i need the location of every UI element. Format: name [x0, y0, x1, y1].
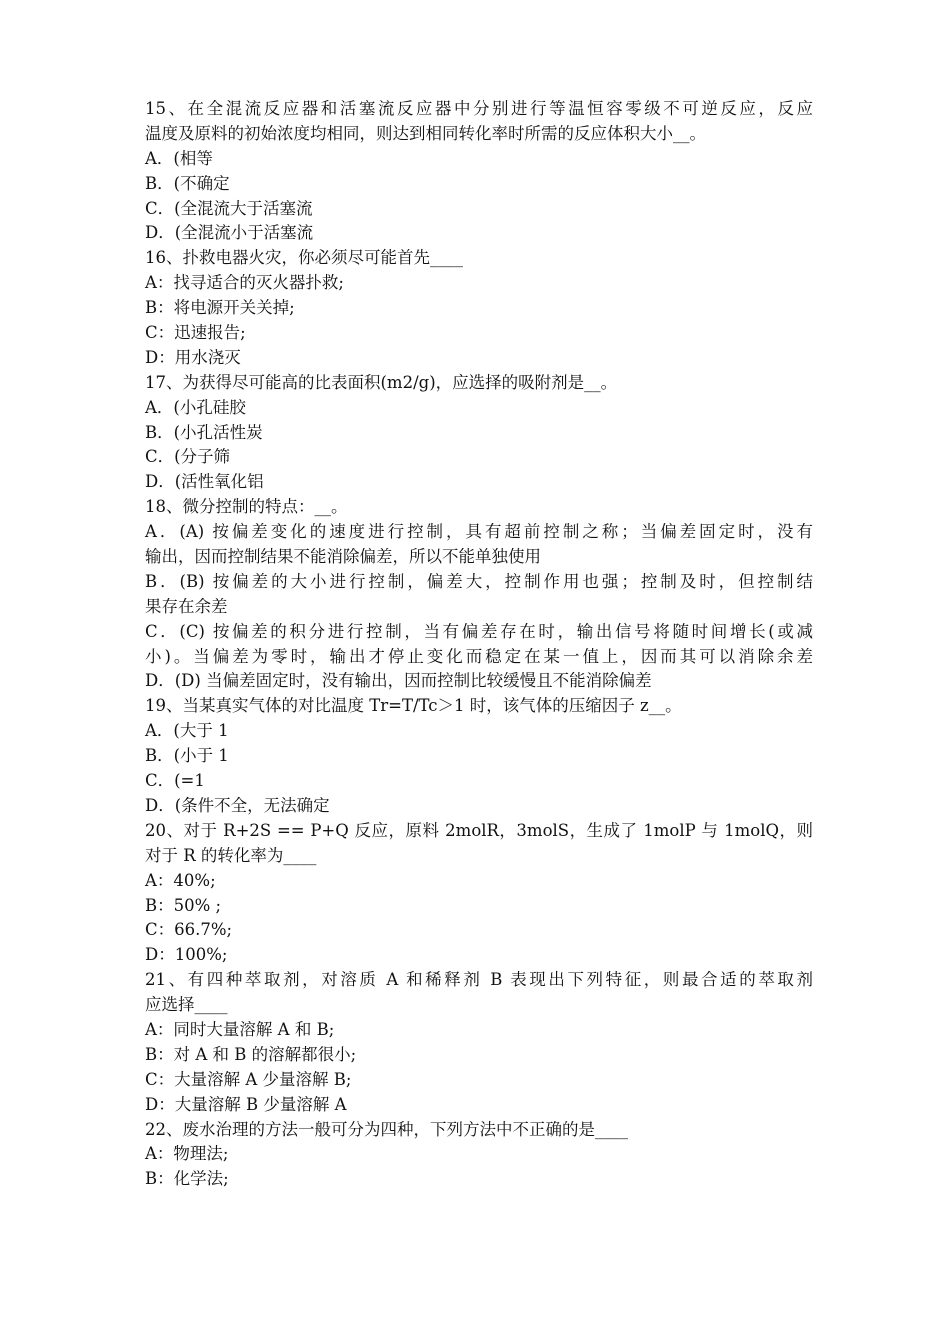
q19-option-a: A．(大于 1 — [145, 721, 229, 741]
q18-option-a-line-1: A．(A) 按偏差变化的速度进行控制，具有超前控制之称；当偏差固定时，没有 — [145, 522, 813, 542]
q17-option-b: B．(小孔活性炭 — [145, 422, 263, 442]
q17-option-d: D．(活性氧化铝 — [145, 472, 264, 492]
q20-stem-line-1: 20、对于 R+2S == P+Q 反应，原料 2molR，3molS，生成了 1molP 与 1molQ，则 — [145, 820, 813, 840]
q21-stem-line-2: 应选择____ — [145, 995, 228, 1015]
q18-option-b-line-1: B．(B) 按偏差的大小进行控制，偏差大，控制作用也强；控制及时，但控制结 — [145, 571, 813, 591]
q20-option-b: B：50% ; — [145, 895, 222, 915]
q16-option-a: A：找寻适合的灭火器扑救; — [145, 273, 344, 293]
q16-stem: 16、扑救电器火灾，你必须尽可能首先____ — [145, 248, 463, 268]
q18-stem: 18、微分控制的特点：__。 — [145, 497, 348, 517]
q16-option-d: D：用水浇灭 — [145, 347, 241, 367]
q21-option-b: B：对 A 和 B 的溶解都很小; — [145, 1044, 357, 1064]
q19-option-b: B．(小于 1 — [145, 746, 229, 766]
q20-stem-line-2: 对于 R 的转化率为____ — [145, 845, 317, 865]
q19-option-d: D．(条件不全，无法确定 — [145, 795, 330, 815]
document-page — [145, 97, 813, 1192]
q18-option-c-line-2: 小)。当偏差为零时，输出才停止变化而稳定在某一值上，因而其可以消除余差 — [145, 646, 813, 666]
q16-option-c: C：迅速报告; — [145, 323, 246, 343]
q18-option-a-line-2: 输出，因而控制结果不能消除偏差，所以不能单独使用 — [145, 547, 541, 567]
q22-option-a: A：物理法; — [145, 1144, 229, 1164]
q16-option-b: B：将电源开关关掉; — [145, 298, 295, 318]
q17-option-a: A．(小孔硅胶 — [145, 397, 246, 417]
q20-option-d: D：100%; — [145, 945, 228, 965]
q22-stem: 22、废水治理的方法一般可分为四种，下列方法中不正确的是____ — [145, 1119, 628, 1139]
q19-option-c: C．(=1 — [145, 771, 205, 791]
q15-option-a: A．(相等 — [145, 148, 213, 168]
q17-option-c: C．(分子筛 — [145, 447, 231, 467]
q20-option-c: C：66.7%; — [145, 920, 233, 940]
q21-option-a: A：同时大量溶解 A 和 B; — [145, 1019, 335, 1039]
q21-option-c: C：大量溶解 A 少量溶解 B; — [145, 1069, 352, 1089]
q15-option-b: B．(不确定 — [145, 173, 230, 193]
q17-stem: 17、为获得尽可能高的比表面积(m2/g)，应选择的吸附剂是__。 — [145, 372, 618, 392]
q15-stem-line-2: 温度及原料的初始浓度均相同，则达到相同转化率时所需的反应体积大小__。 — [145, 123, 706, 143]
q21-option-d: D：大量溶解 B 少量溶解 A — [145, 1094, 347, 1114]
q22-option-b: B：化学法; — [145, 1169, 229, 1189]
q18-option-c-line-1: C．(C) 按偏差的积分进行控制，当有偏差存在时，输出信号将随时间增长(或减 — [145, 621, 813, 641]
q18-option-b-line-2: 果存在余差 — [145, 596, 228, 616]
q15-option-c: C．(全混流大于活塞流 — [145, 198, 313, 218]
q21-stem-line-1: 21、有四种萃取剂，对溶质 A 和稀释剂 B 表现出下列特征，则最合适的萃取剂 — [145, 970, 813, 990]
q15-option-d: D．(全混流小于活塞流 — [145, 223, 314, 243]
q18-option-d: D．(D) 当偏差固定时，没有输出，因而控制比较缓慢且不能消除偏差 — [145, 671, 652, 691]
q19-stem: 19、当某真实气体的对比温度 Tr=T/Tc＞1 时，该气体的压缩因子 z__。 — [145, 696, 682, 716]
q20-option-a: A：40%; — [145, 870, 216, 890]
q15-stem-line-1: 15、在全混流反应器和活塞流反应器中分别进行等温恒容零级不可逆反应，反应 — [145, 99, 813, 118]
